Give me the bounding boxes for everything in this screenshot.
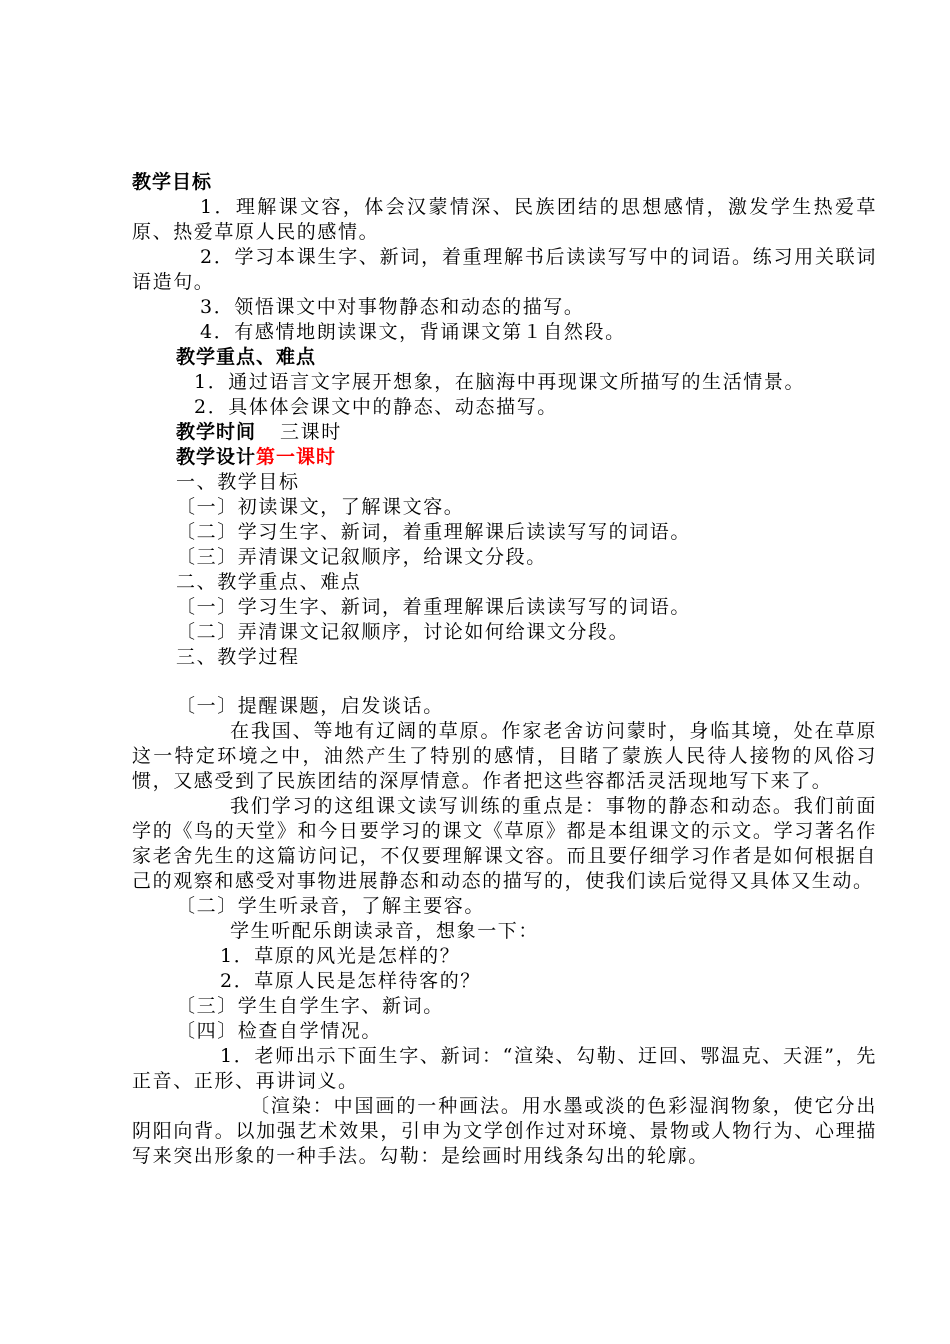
section-2-title: 二、教学重点、难点 — [176, 571, 362, 593]
section-1-item-c: 〔三〕弄清课文记叙顺序，给课文分段。 — [176, 546, 547, 568]
process-2-question-2: 2．草原人民是怎样待客的？ — [220, 970, 481, 992]
objective-1: 1．理解课文容，体会汉蒙情深、民族团结的思想感情，激发学生热爱草原、热爱草原人民的感情。 — [132, 196, 877, 243]
design-lesson-label: 第一课时 — [256, 446, 337, 468]
objective-2: 2．学习本课生字、新词，着重理解书后读读写写中的词语。练习用关联词语造句。 — [132, 246, 877, 293]
process-1-text-2: 我们学习的这组课文读写训练的重点是：事物的静态和动态。我们前面学的《鸟的天堂》和今日要学习的课文《草原》都是本组课文的示文。学习著名作家老舍先生的这篇访问记，不仅要理解课文容。而且要仔细学习作者是如何根据自己的观察和感受对事物进展静态和动态的描写的，使我们读后觉得又具体又生动。 — [132, 795, 877, 892]
section-3-title: 三、教学过程 — [176, 646, 300, 668]
process-2-question-1: 1．草原的风光是怎样的？ — [220, 945, 461, 967]
heading-keypoints: 教学重点、难点 — [176, 346, 317, 368]
document-page — [132, 170, 877, 1169]
process-1-text: 在我国、等地有辽阔的草原。作家老舍访问蒙时，身临其境，处在草原这一特定环境之中，油然产生了特别的感情，目睹了蒙族人民待人接物的风俗习惯，又感受到了民族团结的深厚情意。作者把这些容都活灵活现地写下来了。 — [132, 720, 877, 792]
process-1-title: 〔一〕提醒课题，启发谈话。 — [176, 695, 444, 717]
process-4-definitions: 〔渲染：中国画的一种画法。用水墨或淡的色彩湿润物象，使它分出阴阳向背。以加强艺术效果，引申为文学创作过对环境、景物或人物行为、心理描写来突出形象的一种手法。勾勒：是绘画时用线条勾出的轮廓。 — [132, 1095, 877, 1167]
process-2-text: 学生听配乐朗读录音，想象一下： — [230, 920, 540, 942]
objective-4: 4．有感情地朗读课文，背诵课文第１自然段。 — [200, 321, 626, 343]
keypoint-2: 2．具体体会课文中的静态、动态描写。 — [194, 396, 558, 418]
teaching-time-row — [132, 420, 877, 445]
objective-3: 3．领悟课文中对事物静态和动态的描写。 — [200, 296, 585, 318]
heading-objectives: 教学目标 — [132, 171, 213, 193]
spacer — [132, 670, 877, 694]
process-2-title: 〔二〕学生听录音，了解主要容。 — [176, 895, 486, 917]
process-4-title: 〔四〕检查自学情况。 — [176, 1020, 383, 1042]
section-1-item-a: 〔一〕初读课文，了解课文容。 — [176, 496, 465, 518]
teaching-design-row — [132, 445, 877, 470]
process-3-title: 〔三〕学生自学生字、新词。 — [176, 995, 444, 1017]
section-1-item-b: 〔二〕学习生字、新词，着重理解课后读读写写的词语。 — [176, 521, 692, 543]
section-2-item-b: 〔二〕弄清课文记叙顺序，讨论如何给课文分段。 — [176, 621, 630, 643]
keypoint-1: 1．通过语言文字展开想象，在脑海中再现课文所描写的生活情景。 — [194, 371, 806, 393]
heading-design: 教学设计 — [176, 446, 257, 468]
time-value: 三课时 — [280, 421, 342, 443]
section-2-item-a: 〔一〕学习生字、新词，着重理解课后读读写写的词语。 — [176, 596, 692, 618]
heading-time: 教学时间 — [176, 421, 257, 443]
process-4-text: 1．老师出示下面生字、新词：“渲染、勾勒、迂回、鄂温克、天涯”，先正音、正形、再讲词义。 — [132, 1045, 877, 1092]
section-1-title: 一、教学目标 — [176, 471, 300, 493]
